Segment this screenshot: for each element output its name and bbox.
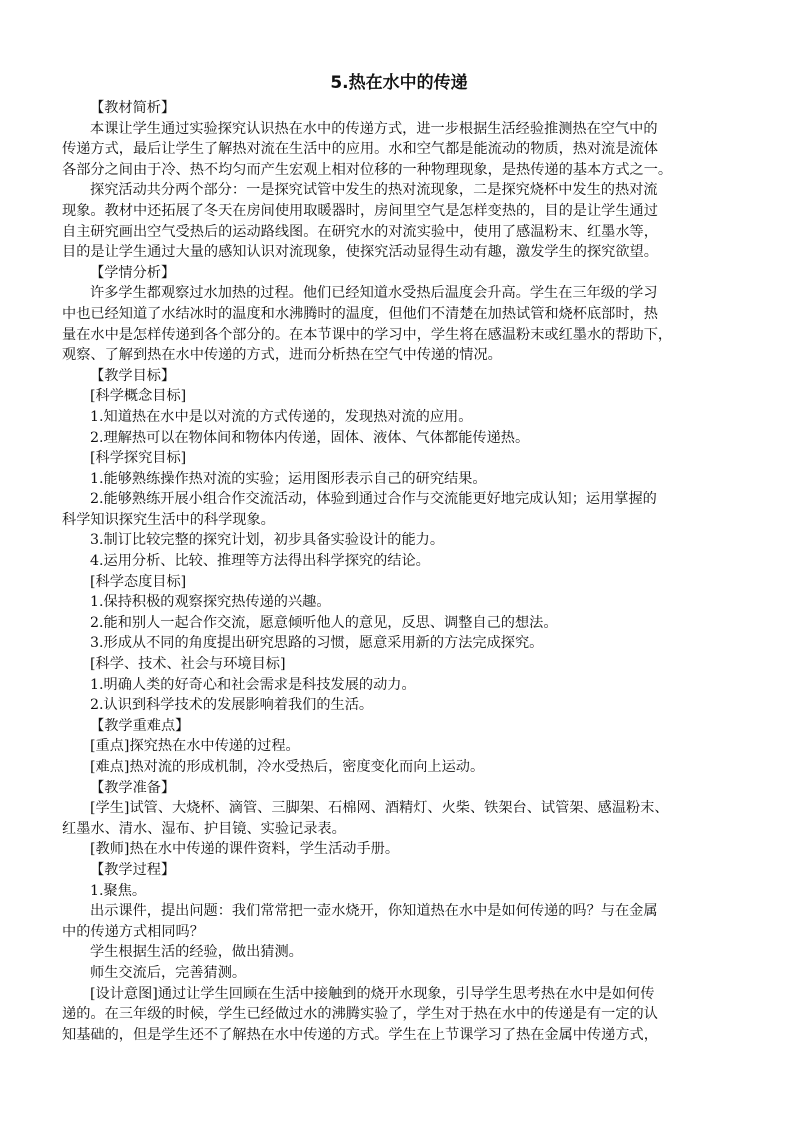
section-heading: 【教学目标】 [90,367,176,384]
text-line: 3.形成从不同的角度提出研究思路的习惯，愿意采用新的方法完成探究。 [90,635,544,652]
text-line: [科学态度目标] [90,573,187,590]
text-line: 量在水中是怎样传递到各个部分的。在本节课中的学习中，学生将在感温粉末或红墨水的帮助下， [62,326,673,343]
text-line: 2.认识到科学技术的发展影响着我们的生活。 [90,697,374,714]
text-line: 自主研究画出空气受热后的运动路线图。在研究水的对流实验中，使用了感温粉末、红墨水等， [62,223,658,240]
text-line: 传递方式，最后让学生了解热对流在生活中的应用。水和空气都是能流动的物质，热对流是流体 [62,141,658,158]
text-line: [科学探究目标] [90,450,187,467]
text-line: 1.明确人类的好奇心和社会需求是科技发展的动力。 [90,676,416,693]
text-line: 目的是让学生通过大量的感知认识对流现象，使探究活动显得生动有趣，激发学生的探究欲望。 [62,244,658,261]
section-heading: 【教材简析】 [90,100,176,116]
document-title: 5.热在水中的传递 [330,73,468,93]
section-heading: 【教学准备】 [90,779,176,796]
text-line: [设计意图]通过让学生回顾在生活中接触到的烧开水现象，引导学生思考热在水中是如何传 [90,985,655,1002]
section-heading: 【学情分析】 [90,264,176,281]
text-line: 各部分之间由于冷、热不均匀而产生宏观上相对位移的一种物理现象，是热传递的基本方式之一。 [62,161,673,178]
text-line: 中的传递方式相同吗？ [62,923,204,940]
text-line: 1.保持积极的观察探究热传递的兴趣。 [90,594,331,611]
text-line: 本课让学生通过实验探究认识热在水中的传递方式，进一步根据生活经验推测热在空气中的 [90,120,658,137]
text-line: [难点]热对流的形成机制，冷水受热后，密度变化而向上运动。 [90,759,485,775]
text-line: 学生根据生活的经验，做出猜测。 [90,944,303,961]
text-line: 红墨水、清水、湿布、护目镜、实验记录表。 [62,820,346,837]
text-line: [学生]试管、大烧杯、滴管、三脚架、石棉网、酒精灯、火柴、铁架台、试管架、感温粉末、 [90,800,669,817]
text-line: 2.能够熟练开展小组合作交流活动，体验到通过合作与交流能更好地完成认知；运用掌握的 [90,491,657,508]
text-line: 1.聚焦。 [90,882,147,899]
text-line: [科学概念目标] [90,388,187,405]
text-line: [教师]热在水中传递的课件资料，学生活动手册。 [90,841,400,858]
text-line: 现象。教材中还拓展了冬天在房间使用取暖器时，房间里空气是怎样变热的，目的是让学生通过 [62,202,658,219]
text-line: 1.知道热在水中是以对流的方式传递的，发现热对流的应用。 [90,408,473,425]
section-heading: 【教学重难点】 [90,717,190,734]
text-line: 递的。在三年级的时候，学生已经做过水的沸腾实验了，学生对于热在水中的传递是有一定的认 [62,1006,658,1023]
document-body [62,98,736,1045]
text-line: 2.能和别人一起合作交流，愿意倾听他人的意见，反思、调整自己的想法。 [90,614,558,631]
text-line: 出示课件，提出问题：我们常常把一壶水烧开，你知道热在水中是如何传递的吗？与在金属 [90,903,658,920]
text-line: 科学知识探究生活中的科学现象。 [62,511,275,528]
text-line: 1.能够熟练操作热对流的实验；运用图形表示自己的研究结果。 [90,470,487,487]
text-line: 探究活动共分两个部分：一是探究试管中发生的热对流现象，二是探究烧杯中发生的热对流 [90,182,658,199]
text-line: [重点]探究热在水中传递的过程。 [90,738,300,755]
text-line: 观察、了解到热在水中传递的方式，进而分析热在空气中传递的情况。 [62,347,502,364]
text-line: 3.制订比较完整的探究计划，初步具备实验设计的能力。 [90,532,445,549]
text-line: [科学、技术、社会与环境目标] [90,656,286,673]
text-line: 4.运用分析、比较、推理等方法得出科学探究的结论。 [90,553,430,570]
section-heading: 【教学过程】 [90,861,176,878]
text-line: 师生交流后，完善猜测。 [90,964,247,981]
text-line: 知基础的，但是学生还不了解热在水中传递的方式。学生在上节课学习了热在金属中传递方式， [62,1026,658,1043]
text-line: 中也已经知道了水结冰时的温度和水沸腾时的温度，但他们不清楚在加热试管和烧杯底部时，热 [62,305,658,322]
text-line: 许多学生都观察过水加热的过程。他们已经知道水受热后温度会升高。学生在三年级的学习 [90,285,658,302]
text-line: 2.理解热可以在物体间和物体内传递，固体、液体、气体都能传递热。 [90,429,530,446]
